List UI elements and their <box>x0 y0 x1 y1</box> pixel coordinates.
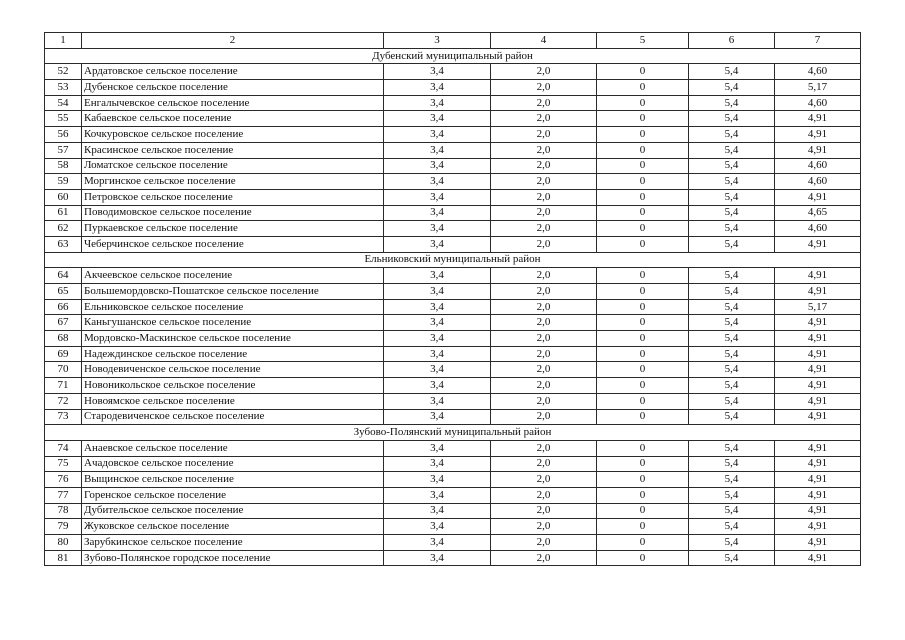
col-6-value: 5,4 <box>689 284 775 300</box>
settlement-name: Зубово-Полянское городское поселение <box>82 550 384 566</box>
col-7-value: 4,60 <box>775 95 861 111</box>
row-number: 52 <box>45 64 82 80</box>
col-3-value: 3,4 <box>384 236 491 252</box>
col-3-value: 3,4 <box>384 409 491 425</box>
col-6-value: 5,4 <box>689 142 775 158</box>
col-7-value: 4,60 <box>775 221 861 237</box>
settlement-name: Надеждинское сельское поселение <box>82 346 384 362</box>
header-cell-7: 7 <box>775 33 861 49</box>
col-5-value: 0 <box>597 142 689 158</box>
table-row <box>45 221 861 237</box>
table-row <box>45 362 861 378</box>
table-row <box>45 378 861 394</box>
row-number: 61 <box>45 205 82 221</box>
col-5-value: 0 <box>597 111 689 127</box>
col-5-value: 0 <box>597 409 689 425</box>
col-3-value: 3,4 <box>384 487 491 503</box>
settlement-name: Дубенское сельское поселение <box>82 80 384 96</box>
col-4-value: 2,0 <box>491 315 597 331</box>
col-4-value: 2,0 <box>491 174 597 190</box>
col-5-value: 0 <box>597 284 689 300</box>
header-cell-3: 3 <box>384 33 491 49</box>
row-number: 75 <box>45 456 82 472</box>
col-4-value: 2,0 <box>491 456 597 472</box>
settlement-name: Жуковское сельское поселение <box>82 519 384 535</box>
settlement-name: Новоямское сельское поселение <box>82 393 384 409</box>
col-3-value: 3,4 <box>384 346 491 362</box>
col-3-value: 3,4 <box>384 158 491 174</box>
settlement-name: Кочкуровское сельское поселение <box>82 127 384 143</box>
row-number: 59 <box>45 174 82 190</box>
col-3-value: 3,4 <box>384 111 491 127</box>
row-number: 68 <box>45 331 82 347</box>
settlement-name: Горенское сельское поселение <box>82 487 384 503</box>
col-4-value: 2,0 <box>491 440 597 456</box>
row-number: 62 <box>45 221 82 237</box>
col-6-value: 5,4 <box>689 95 775 111</box>
col-6-value: 5,4 <box>689 378 775 394</box>
table-row <box>45 535 861 551</box>
col-6-value: 5,4 <box>689 189 775 205</box>
table-row <box>45 284 861 300</box>
row-number: 60 <box>45 189 82 205</box>
settlement-name: Моргинское сельское поселение <box>82 174 384 190</box>
col-7-value: 4,91 <box>775 409 861 425</box>
col-3-value: 3,4 <box>384 472 491 488</box>
table-row <box>45 80 861 96</box>
col-6-value: 5,4 <box>689 127 775 143</box>
table-row <box>45 127 861 143</box>
row-number: 76 <box>45 472 82 488</box>
table-row <box>45 268 861 284</box>
row-number: 53 <box>45 80 82 96</box>
table-row <box>45 331 861 347</box>
row-number: 72 <box>45 393 82 409</box>
col-5-value: 0 <box>597 393 689 409</box>
col-5-value: 0 <box>597 346 689 362</box>
col-4-value: 2,0 <box>491 503 597 519</box>
col-4-value: 2,0 <box>491 550 597 566</box>
col-7-value: 4,91 <box>775 440 861 456</box>
col-3-value: 3,4 <box>384 550 491 566</box>
row-number: 55 <box>45 111 82 127</box>
col-7-value: 4,91 <box>775 487 861 503</box>
section-title: Дубенский муниципальный район <box>45 48 861 64</box>
table-row <box>45 111 861 127</box>
settlement-name: Каньгушанское сельское поселение <box>82 315 384 331</box>
settlement-name: Петровское сельское поселение <box>82 189 384 205</box>
table-row <box>45 440 861 456</box>
header-cell-2: 2 <box>82 33 384 49</box>
col-4-value: 2,0 <box>491 378 597 394</box>
col-7-value: 4,91 <box>775 268 861 284</box>
col-5-value: 0 <box>597 95 689 111</box>
col-4-value: 2,0 <box>491 393 597 409</box>
table-row <box>45 236 861 252</box>
table-row <box>45 158 861 174</box>
col-6-value: 5,4 <box>689 409 775 425</box>
col-3-value: 3,4 <box>384 284 491 300</box>
row-number: 77 <box>45 487 82 503</box>
row-number: 56 <box>45 127 82 143</box>
settlement-name: Выщинское сельское поселение <box>82 472 384 488</box>
table-row <box>45 456 861 472</box>
col-3-value: 3,4 <box>384 456 491 472</box>
col-7-value: 4,60 <box>775 158 861 174</box>
col-6-value: 5,4 <box>689 503 775 519</box>
row-number: 66 <box>45 299 82 315</box>
col-6-value: 5,4 <box>689 519 775 535</box>
table-row <box>45 95 861 111</box>
table-row <box>45 299 861 315</box>
row-number: 65 <box>45 284 82 300</box>
row-number: 79 <box>45 519 82 535</box>
col-5-value: 0 <box>597 315 689 331</box>
header-cell-5: 5 <box>597 33 689 49</box>
col-4-value: 2,0 <box>491 331 597 347</box>
col-3-value: 3,4 <box>384 393 491 409</box>
section-row <box>45 48 861 64</box>
col-6-value: 5,4 <box>689 64 775 80</box>
col-4-value: 2,0 <box>491 487 597 503</box>
settlement-name: Дубительское сельское поселение <box>82 503 384 519</box>
table-row <box>45 315 861 331</box>
settlement-name: Ломатское сельское поселение <box>82 158 384 174</box>
table-row <box>45 64 861 80</box>
col-4-value: 2,0 <box>491 268 597 284</box>
col-4-value: 2,0 <box>491 127 597 143</box>
col-7-value: 4,91 <box>775 346 861 362</box>
col-7-value: 4,91 <box>775 472 861 488</box>
col-5-value: 0 <box>597 268 689 284</box>
col-7-value: 4,91 <box>775 315 861 331</box>
table-row <box>45 472 861 488</box>
row-number: 67 <box>45 315 82 331</box>
section-title: Ельниковский муниципальный район <box>45 252 861 268</box>
col-7-value: 4,65 <box>775 205 861 221</box>
col-3-value: 3,4 <box>384 221 491 237</box>
table-row <box>45 346 861 362</box>
col-3-value: 3,4 <box>384 80 491 96</box>
col-3-value: 3,4 <box>384 174 491 190</box>
col-6-value: 5,4 <box>689 550 775 566</box>
col-3-value: 3,4 <box>384 503 491 519</box>
col-5-value: 0 <box>597 535 689 551</box>
col-6-value: 5,4 <box>689 346 775 362</box>
header-cell-4: 4 <box>491 33 597 49</box>
col-7-value: 4,91 <box>775 331 861 347</box>
table-body <box>45 33 861 566</box>
col-4-value: 2,0 <box>491 80 597 96</box>
row-number: 69 <box>45 346 82 362</box>
col-5-value: 0 <box>597 362 689 378</box>
col-5-value: 0 <box>597 299 689 315</box>
table-row <box>45 550 861 566</box>
col-5-value: 0 <box>597 64 689 80</box>
col-3-value: 3,4 <box>384 95 491 111</box>
col-6-value: 5,4 <box>689 268 775 284</box>
col-7-value: 4,91 <box>775 456 861 472</box>
col-4-value: 2,0 <box>491 409 597 425</box>
col-5-value: 0 <box>597 127 689 143</box>
col-7-value: 4,91 <box>775 189 861 205</box>
table-row <box>45 487 861 503</box>
col-7-value: 4,91 <box>775 284 861 300</box>
settlement-name: Красинское сельское поселение <box>82 142 384 158</box>
settlement-name: Пуркаевское сельское поселение <box>82 221 384 237</box>
col-6-value: 5,4 <box>689 487 775 503</box>
col-4-value: 2,0 <box>491 158 597 174</box>
col-3-value: 3,4 <box>384 205 491 221</box>
col-5-value: 0 <box>597 174 689 190</box>
row-number: 80 <box>45 535 82 551</box>
col-5-value: 0 <box>597 236 689 252</box>
col-6-value: 5,4 <box>689 80 775 96</box>
col-3-value: 3,4 <box>384 315 491 331</box>
col-7-value: 4,91 <box>775 127 861 143</box>
settlement-name: Ачадовское сельское поселение <box>82 456 384 472</box>
col-3-value: 3,4 <box>384 378 491 394</box>
row-number: 54 <box>45 95 82 111</box>
settlement-name: Зарубкинское сельское поселение <box>82 535 384 551</box>
col-5-value: 0 <box>597 487 689 503</box>
col-4-value: 2,0 <box>491 111 597 127</box>
settlement-name: Чеберчинское сельское поселение <box>82 236 384 252</box>
section-row <box>45 425 861 441</box>
col-7-value: 4,91 <box>775 519 861 535</box>
col-4-value: 2,0 <box>491 299 597 315</box>
col-7-value: 4,91 <box>775 142 861 158</box>
settlement-name: Большемордовско-Пошатское сельское поселение <box>82 284 384 300</box>
table-row <box>45 189 861 205</box>
col-7-value: 4,91 <box>775 111 861 127</box>
col-5-value: 0 <box>597 378 689 394</box>
settlement-name: Стародевиченское сельское поселение <box>82 409 384 425</box>
col-6-value: 5,4 <box>689 472 775 488</box>
col-7-value: 4,91 <box>775 535 861 551</box>
col-4-value: 2,0 <box>491 221 597 237</box>
col-6-value: 5,4 <box>689 331 775 347</box>
col-6-value: 5,4 <box>689 440 775 456</box>
col-4-value: 2,0 <box>491 535 597 551</box>
table-row <box>45 393 861 409</box>
header-cell-1: 1 <box>45 33 82 49</box>
col-7-value: 4,91 <box>775 236 861 252</box>
col-6-value: 5,4 <box>689 362 775 378</box>
col-5-value: 0 <box>597 519 689 535</box>
col-3-value: 3,4 <box>384 440 491 456</box>
row-number: 57 <box>45 142 82 158</box>
table-row <box>45 142 861 158</box>
col-4-value: 2,0 <box>491 189 597 205</box>
settlement-name: Поводимовское сельское поселение <box>82 205 384 221</box>
col-4-value: 2,0 <box>491 205 597 221</box>
col-3-value: 3,4 <box>384 189 491 205</box>
col-4-value: 2,0 <box>491 64 597 80</box>
col-3-value: 3,4 <box>384 127 491 143</box>
col-3-value: 3,4 <box>384 331 491 347</box>
col-5-value: 0 <box>597 440 689 456</box>
col-7-value: 4,91 <box>775 362 861 378</box>
col-7-value: 4,60 <box>775 174 861 190</box>
col-3-value: 3,4 <box>384 362 491 378</box>
col-6-value: 5,4 <box>689 393 775 409</box>
data-table <box>44 32 861 566</box>
col-5-value: 0 <box>597 456 689 472</box>
col-3-value: 3,4 <box>384 519 491 535</box>
col-3-value: 3,4 <box>384 535 491 551</box>
row-number: 74 <box>45 440 82 456</box>
settlement-name: Кабаевское сельское поселение <box>82 111 384 127</box>
col-7-value: 4,91 <box>775 378 861 394</box>
col-5-value: 0 <box>597 189 689 205</box>
table-row <box>45 519 861 535</box>
col-4-value: 2,0 <box>491 472 597 488</box>
col-6-value: 5,4 <box>689 456 775 472</box>
table-row <box>45 503 861 519</box>
header-cell-6: 6 <box>689 33 775 49</box>
col-7-value: 4,91 <box>775 550 861 566</box>
col-3-value: 3,4 <box>384 268 491 284</box>
col-7-value: 5,17 <box>775 80 861 96</box>
row-number: 70 <box>45 362 82 378</box>
table-row <box>45 205 861 221</box>
settlement-name: Новоникольское сельское поселение <box>82 378 384 394</box>
settlement-name: Мордовско-Маскинское сельское поселение <box>82 331 384 347</box>
settlement-name: Новодевиченское сельское поселение <box>82 362 384 378</box>
col-4-value: 2,0 <box>491 346 597 362</box>
row-number: 81 <box>45 550 82 566</box>
row-number: 73 <box>45 409 82 425</box>
col-4-value: 2,0 <box>491 362 597 378</box>
col-7-value: 4,91 <box>775 503 861 519</box>
col-6-value: 5,4 <box>689 236 775 252</box>
col-3-value: 3,4 <box>384 64 491 80</box>
col-7-value: 4,91 <box>775 393 861 409</box>
col-5-value: 0 <box>597 80 689 96</box>
col-5-value: 0 <box>597 158 689 174</box>
col-4-value: 2,0 <box>491 142 597 158</box>
col-6-value: 5,4 <box>689 315 775 331</box>
col-6-value: 5,4 <box>689 158 775 174</box>
col-4-value: 2,0 <box>491 284 597 300</box>
settlement-name: Акчеевское сельское поселение <box>82 268 384 284</box>
row-number: 58 <box>45 158 82 174</box>
col-4-value: 2,0 <box>491 95 597 111</box>
col-5-value: 0 <box>597 205 689 221</box>
section-title: Зубово-Полянский муниципальный район <box>45 425 861 441</box>
col-6-value: 5,4 <box>689 299 775 315</box>
col-4-value: 2,0 <box>491 519 597 535</box>
table-row <box>45 409 861 425</box>
col-5-value: 0 <box>597 472 689 488</box>
col-7-value: 4,60 <box>775 64 861 80</box>
col-6-value: 5,4 <box>689 221 775 237</box>
col-5-value: 0 <box>597 550 689 566</box>
row-number: 71 <box>45 378 82 394</box>
row-number: 78 <box>45 503 82 519</box>
col-5-value: 0 <box>597 503 689 519</box>
col-6-value: 5,4 <box>689 535 775 551</box>
col-5-value: 0 <box>597 331 689 347</box>
col-3-value: 3,4 <box>384 299 491 315</box>
col-5-value: 0 <box>597 221 689 237</box>
col-6-value: 5,4 <box>689 174 775 190</box>
col-4-value: 2,0 <box>491 236 597 252</box>
col-6-value: 5,4 <box>689 205 775 221</box>
row-number: 64 <box>45 268 82 284</box>
col-7-value: 5,17 <box>775 299 861 315</box>
settlement-name: Енгалычевское сельское поселение <box>82 95 384 111</box>
settlement-name: Анаевское сельское поселение <box>82 440 384 456</box>
section-row <box>45 252 861 268</box>
row-number: 63 <box>45 236 82 252</box>
settlement-name: Ельниковское сельское поселение <box>82 299 384 315</box>
header-row <box>45 33 861 49</box>
col-3-value: 3,4 <box>384 142 491 158</box>
col-6-value: 5,4 <box>689 111 775 127</box>
settlement-name: Ардатовское сельское поселение <box>82 64 384 80</box>
table-row <box>45 174 861 190</box>
